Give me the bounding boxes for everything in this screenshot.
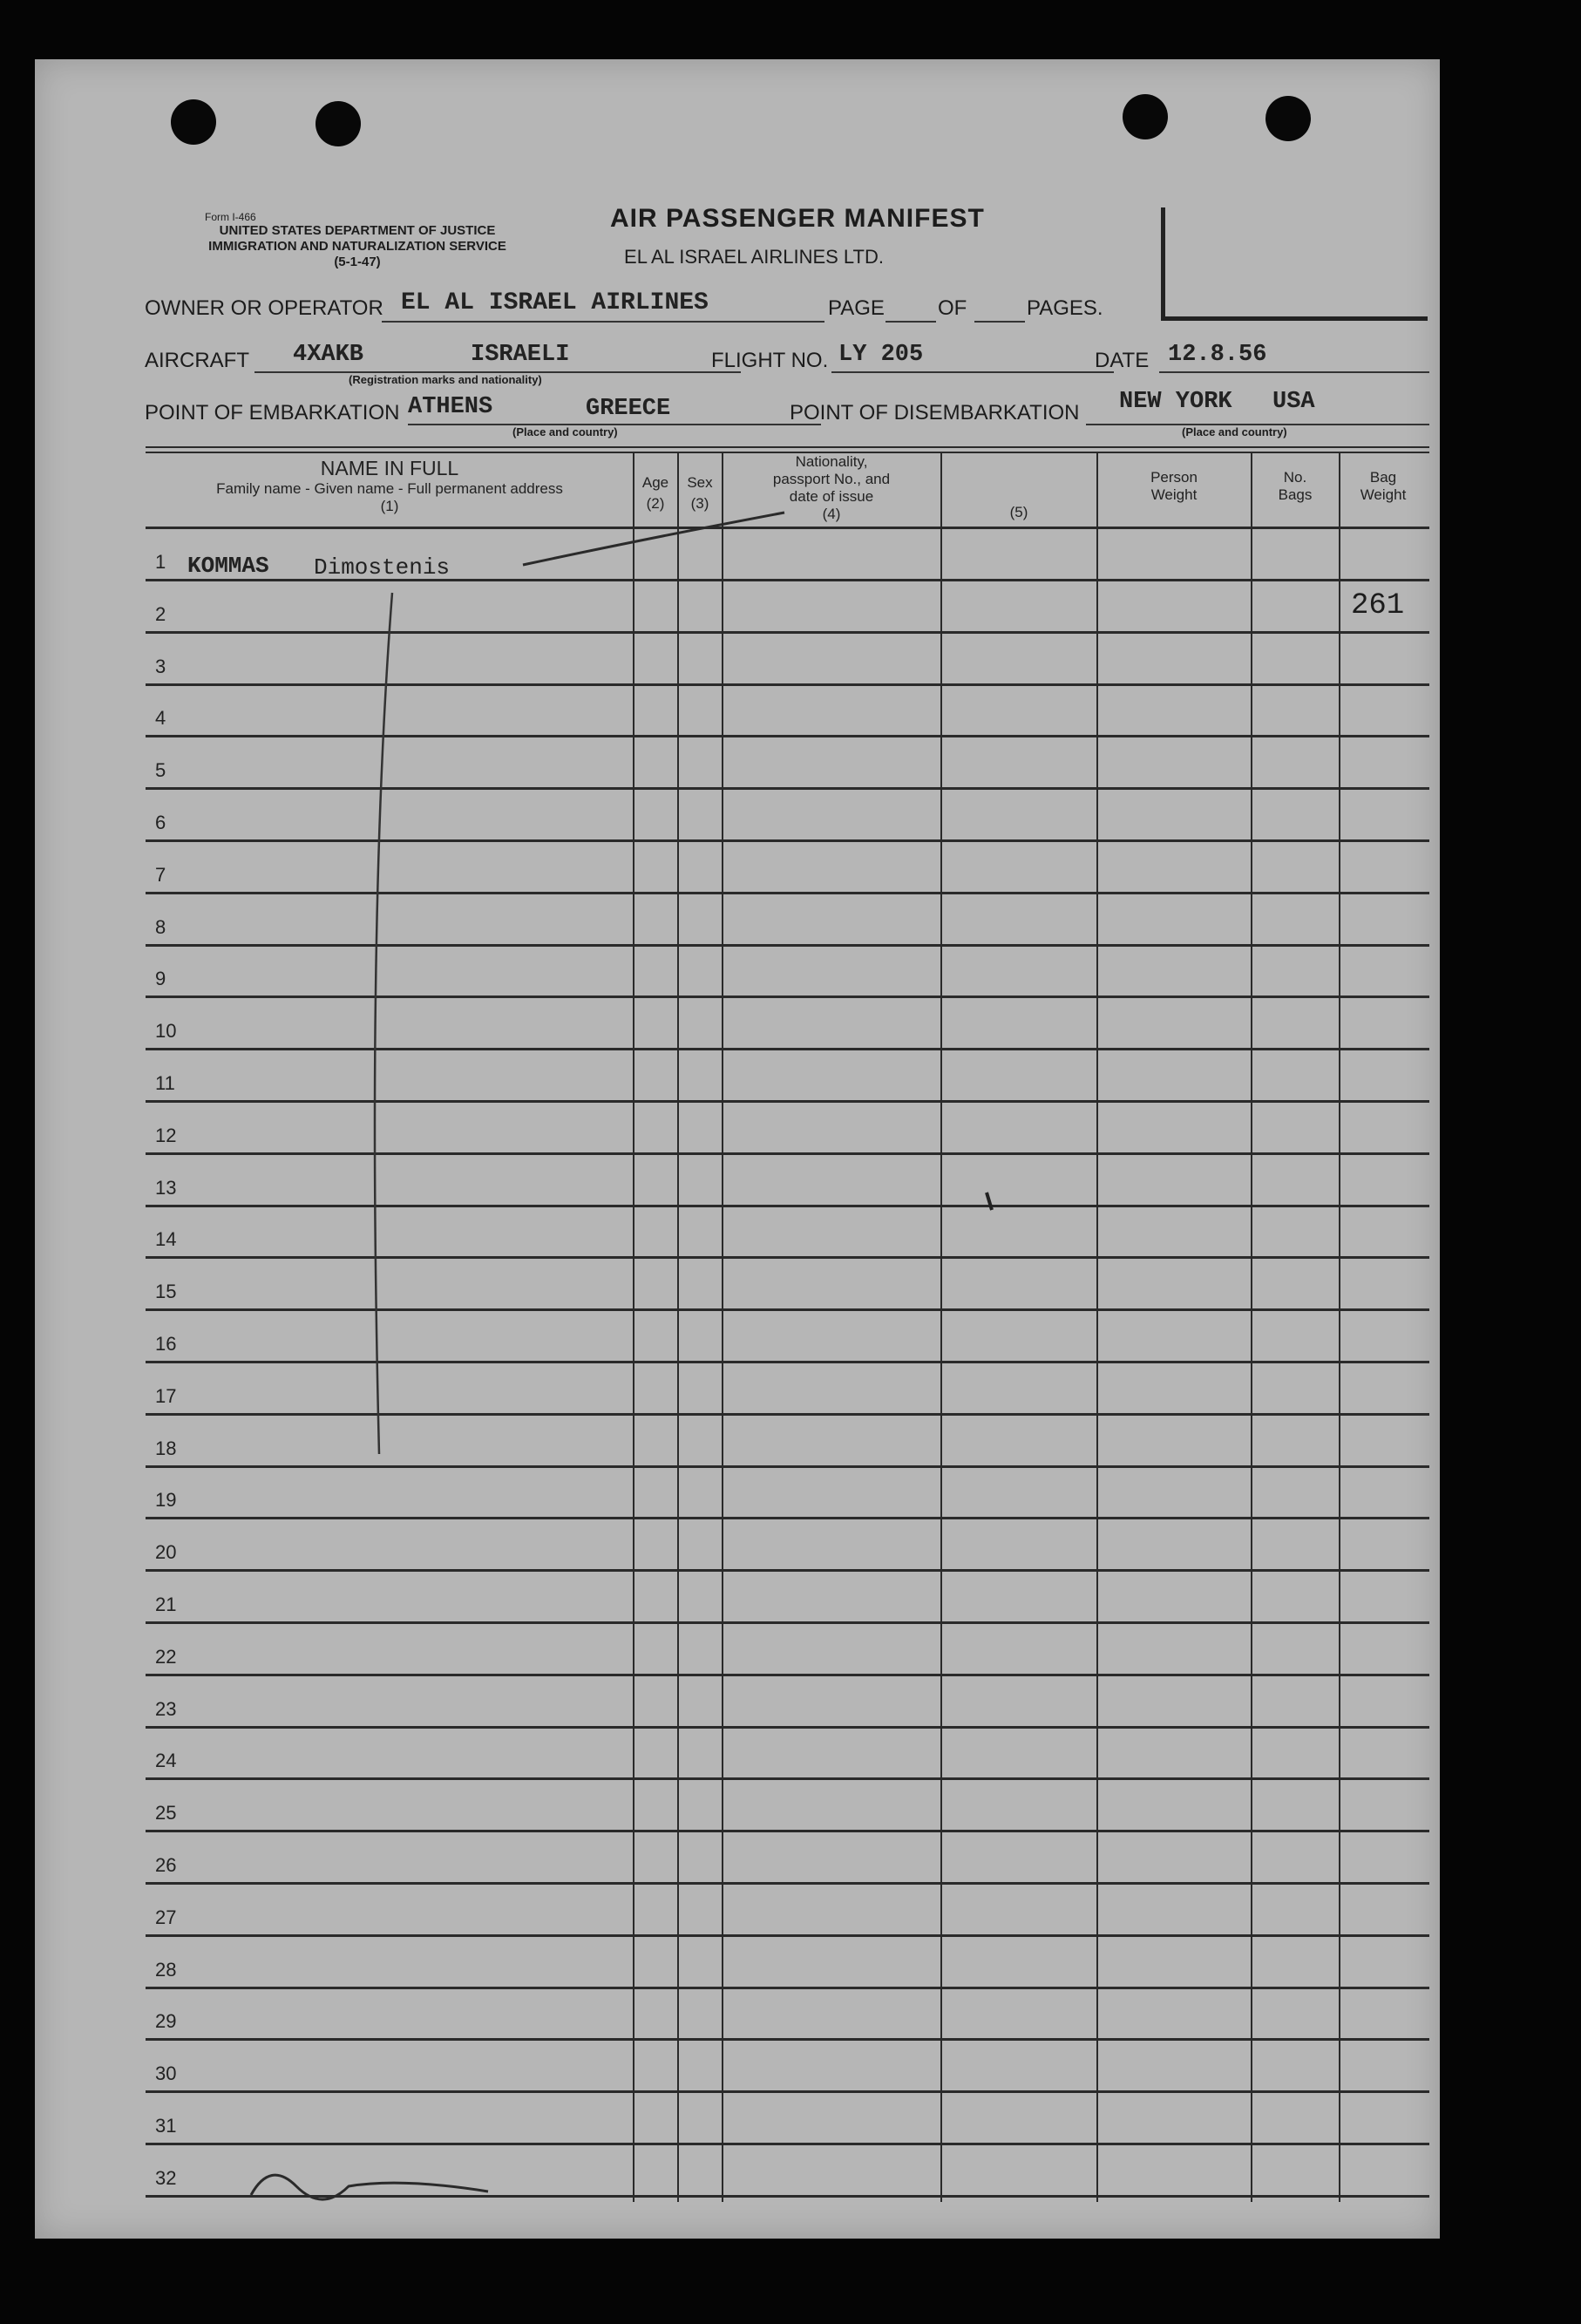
disembarkation-country: USA <box>1272 389 1315 415</box>
row-number: 15 <box>155 1281 177 1303</box>
nat-line-3: date of issue <box>789 488 874 505</box>
bags-line-2: Bags <box>1278 486 1313 503</box>
bw-line-1: Bag <box>1369 469 1397 486</box>
pages-label: PAGES. <box>1027 296 1103 320</box>
pw-line-1: Person <box>1150 469 1198 486</box>
row-number: 31 <box>155 2115 177 2137</box>
row-number: 5 <box>155 759 166 782</box>
row-number: 30 <box>155 2062 177 2085</box>
aircraft-nationality: ISRAELI <box>471 342 570 368</box>
name-num: (1) <box>380 498 399 514</box>
embarkation-note: (Place and country) <box>512 425 618 438</box>
nat-line-2: passport No., and <box>772 471 891 487</box>
age-title: Age <box>641 474 669 491</box>
row-number: 14 <box>155 1228 177 1251</box>
embarkation-label: POINT OF EMBARKATION <box>145 401 400 425</box>
row-number: 4 <box>155 707 166 730</box>
nat-num: (4) <box>822 506 841 522</box>
disembarkation-label: POINT OF DISEMBARKATION <box>790 401 1080 425</box>
row-number: 9 <box>155 968 166 990</box>
name-title: NAME IN FULL <box>320 457 459 479</box>
row-number: 17 <box>155 1384 177 1407</box>
row-number: 32 <box>155 2166 177 2189</box>
row-number: 16 <box>155 1333 177 1355</box>
row-number: 28 <box>155 1958 177 1981</box>
embarkation-country: GREECE <box>586 396 671 422</box>
row-number: 21 <box>155 1594 177 1615</box>
pw-line-2: Weight <box>1150 486 1198 503</box>
form-code: Form I-466 <box>205 211 256 223</box>
owner-value: EL AL ISRAEL AIRLINES <box>401 289 709 316</box>
row-number: 10 <box>155 1020 177 1043</box>
date-value: 12.8.56 <box>1168 342 1267 368</box>
agency-line-1: UNITED STATES DEPARTMENT OF JUSTICE <box>219 223 496 238</box>
row-number: 8 <box>155 915 166 938</box>
sex-title: Sex <box>687 474 713 491</box>
row-number: 18 <box>155 1437 177 1459</box>
agency-line-2: IMMIGRATION AND NATURALIZATION SERVICE <box>208 239 506 254</box>
signature-scrawl <box>251 2175 488 2199</box>
stray-mark <box>987 1193 992 1210</box>
bag-weight-entry: 261 <box>1351 589 1405 622</box>
row-number: 7 <box>155 863 166 886</box>
page-label: PAGE <box>828 296 885 320</box>
row-number: 24 <box>155 1750 177 1772</box>
row-number: 3 <box>155 655 166 677</box>
row-number: 1 <box>155 551 166 573</box>
row-number: 19 <box>155 1489 177 1512</box>
airline-name: EL AL ISRAEL AIRLINES LTD. <box>624 246 884 268</box>
row-number: 23 <box>155 1697 177 1720</box>
row-number: 6 <box>155 812 166 833</box>
name-sub: Family name - Given name - Full permanent address <box>216 480 563 497</box>
owner-label: OWNER OR OPERATOR <box>145 296 383 320</box>
sex-num: (3) <box>690 495 709 512</box>
row-number: 20 <box>155 1541 177 1564</box>
row-number: 11 <box>155 1072 175 1094</box>
of-label: OF <box>938 296 967 320</box>
bw-line-2: Weight <box>1360 486 1407 503</box>
age-num: (2) <box>646 495 665 512</box>
aircraft-registration: 4XAKB <box>293 342 364 368</box>
bags-line-1: No. <box>1283 469 1307 486</box>
flight-label: FLIGHT NO. <box>711 349 829 372</box>
pen-marks <box>35 59 1440 2239</box>
nat-line-1: Nationality, <box>795 453 868 470</box>
agency-line-3: (5-1-47) <box>334 255 381 269</box>
row-number: 26 <box>155 1854 177 1876</box>
date-label: DATE <box>1095 349 1150 372</box>
page-title: AIR PASSENGER MANIFEST <box>610 204 985 233</box>
row-number: 29 <box>155 2010 177 2033</box>
pen-stroke-vertical <box>375 593 392 1454</box>
aircraft-label: AIRCRAFT <box>145 349 249 372</box>
row-number: 13 <box>155 1176 177 1199</box>
row-number: 25 <box>155 1802 177 1825</box>
row-number: 12 <box>155 1124 177 1146</box>
embarkation-place: ATHENS <box>408 394 493 420</box>
row-number: 27 <box>155 1906 177 1928</box>
col-header-5: (5) <box>1009 504 1028 520</box>
passenger-family-name: KOMMAS <box>187 553 269 579</box>
manifest-page <box>35 59 1440 2239</box>
row-number: 2 <box>155 602 166 625</box>
disembarkation-note: (Place and country) <box>1182 425 1287 438</box>
disembarkation-place: NEW YORK <box>1119 389 1232 415</box>
flight-number: LY 205 <box>838 342 924 368</box>
pen-stroke-tick <box>523 513 784 565</box>
aircraft-note: (Registration marks and nationality) <box>349 373 542 386</box>
passenger-given-name: Dimostenis <box>314 554 451 581</box>
row-number: 22 <box>155 1645 177 1668</box>
